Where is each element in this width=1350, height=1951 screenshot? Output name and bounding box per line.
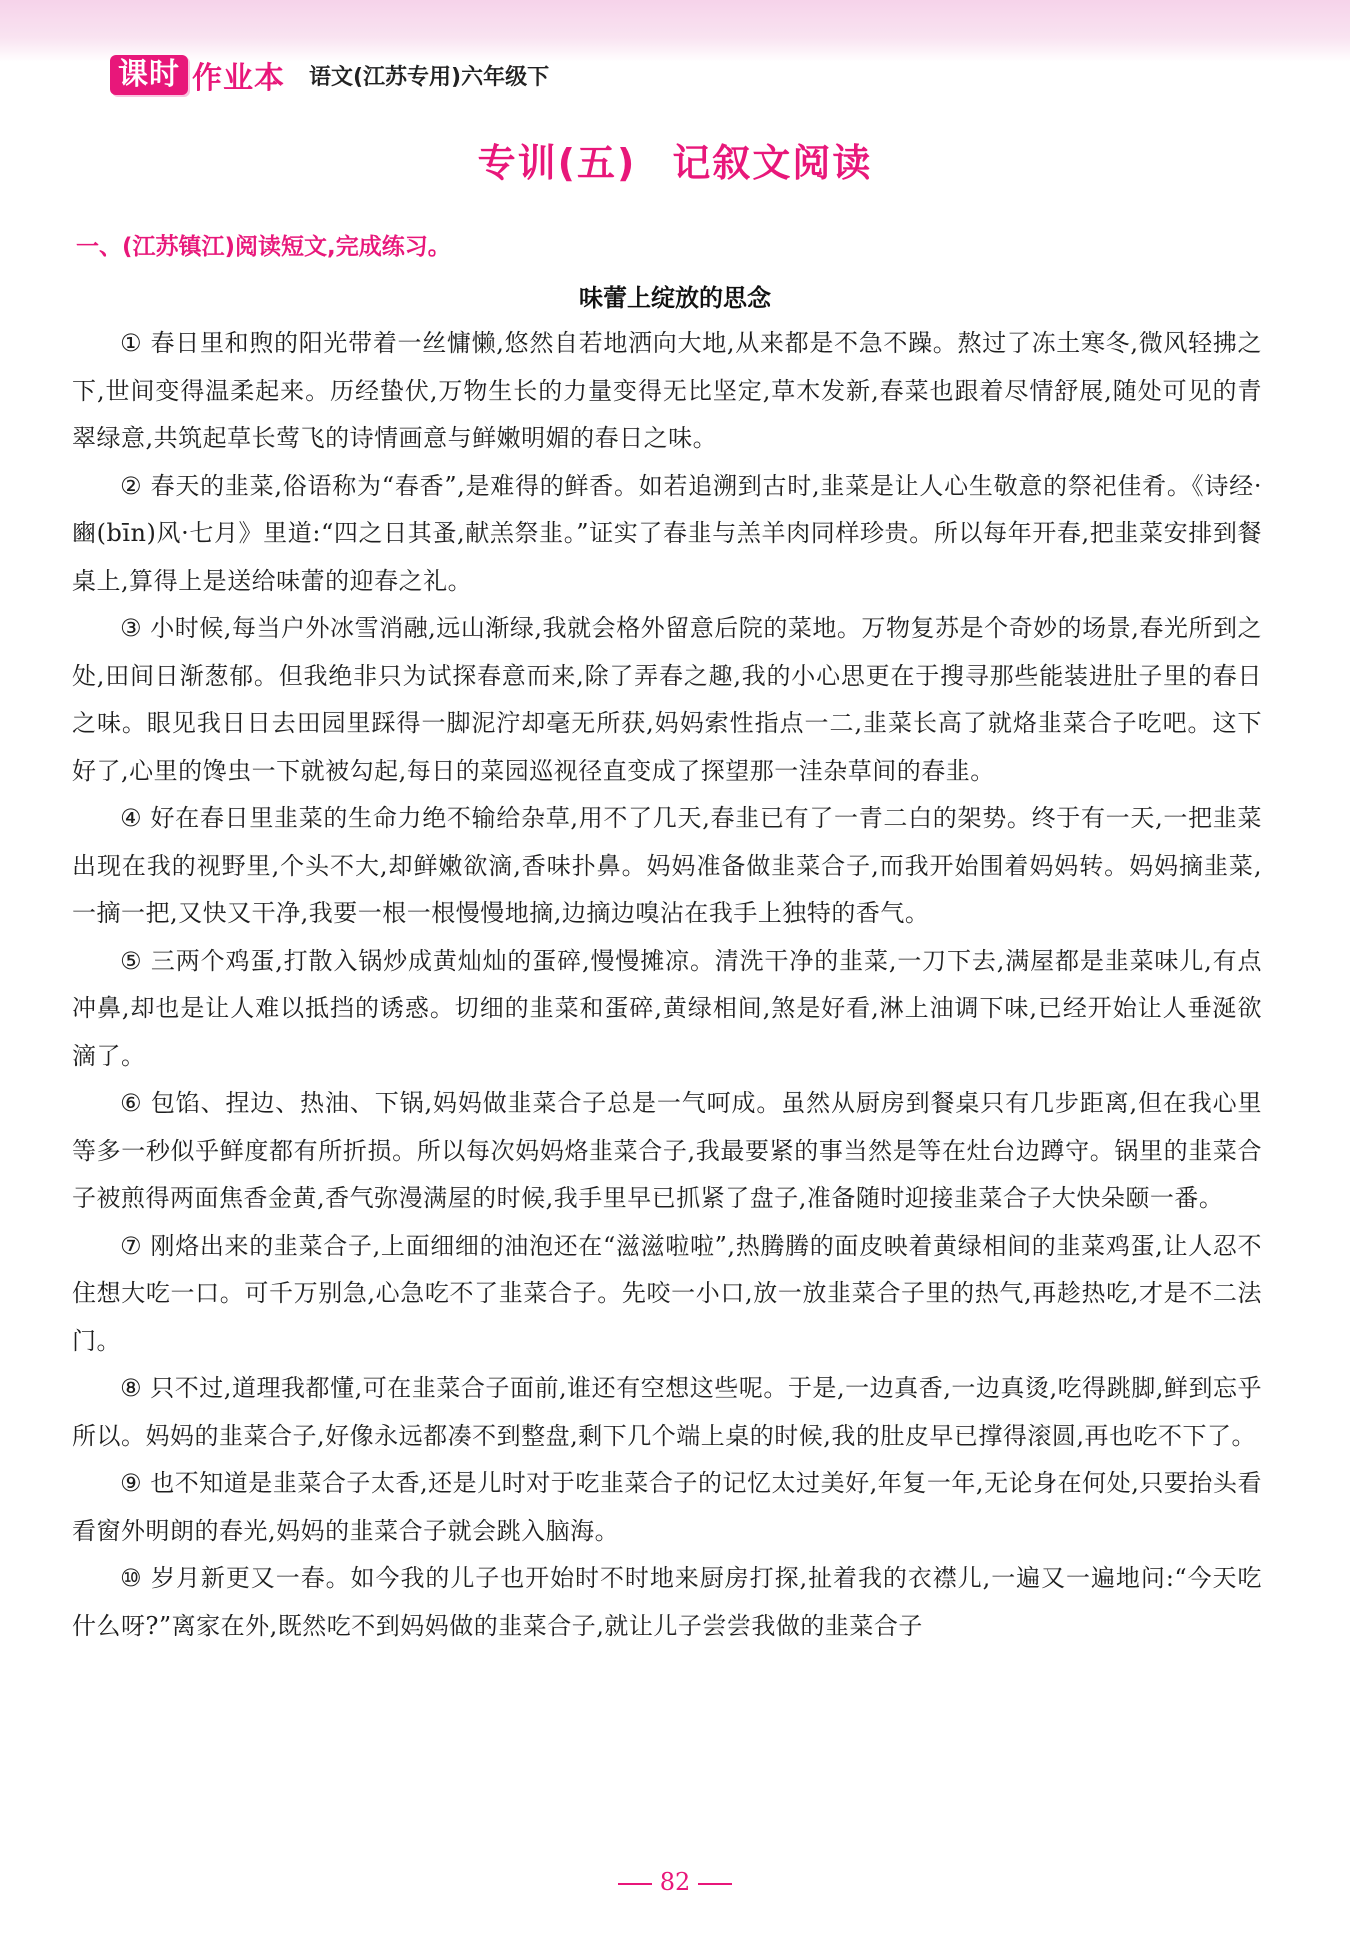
paragraph-number: ④ [120,804,143,832]
paragraph-text: 好在春日里韭菜的生命力绝不输给杂草,用不了几天,春韭已有了一青二白的架势。终于有一天,一把韭菜出现在我的视野里,个头不大,却鲜嫩欲滴,香味扑鼻。妈妈准备做韭菜合子,而我开始围着妈妈转。妈妈摘韭菜,一摘一把,又快又干净,我要一根一根慢慢地摘,边摘边嗅沾在我手上独特的香气。 [72,804,1262,927]
page-number-dash-left [618,1883,652,1885]
paragraph-number: ⑨ [120,1469,143,1497]
paragraph [72,1080,1262,1223]
paragraph-text: 也不知道是韭菜合子太香,还是儿时对于吃韭菜合子的记忆太过美好,年复一年,无论身在何处,只要抬头看看窗外明朗的春光,妈妈的韭菜合子就会跳入脑海。 [72,1469,1262,1545]
page-number-dash-right [698,1883,732,1885]
paragraph [72,1460,1262,1555]
paragraph-number: ⑥ [120,1089,143,1117]
paragraph [72,795,1262,938]
page-number-value: 82 [659,1868,691,1896]
paragraph [72,605,1262,795]
paragraph-text: 只不过,道理我都懂,可在韭菜合子面前,谁还有空想这些呢。于是,一边真香,一边真烫,吃得跳脚,鲜到忘乎所以。妈妈的韭菜合子,好像永远都凑不到整盘,剩下几个端上桌的时候,我的肚皮早已撑得滚圆,再也吃不下了。 [72,1374,1262,1450]
page-title-part2: 记叙文阅读 [672,141,873,185]
page-header [110,52,549,98]
paragraph-number: ⑦ [120,1231,143,1260]
paragraph-text: 包馅、捏边、热油、下锅,妈妈做韭菜合子总是一气呵成。虽然从厨房到餐桌只有几步距离,但在我心里等多一秒似乎鲜度都有所折损。所以每次妈妈烙韭菜合子,我最要紧的事当然是等在灶台边蹲守。锅里的韭菜合子被煎得两面焦香金黄,香气弥漫满屋的时候,我手里早已抓紧了盘子,准备随时迎接韭菜合子大快朵颐一番。 [72,1089,1262,1212]
paragraph-number: ② [120,471,143,500]
paragraph-number: ⑤ [120,946,143,975]
paragraph-number: ① [120,329,143,357]
paragraph [72,1555,1262,1650]
paragraph-number: ③ [120,614,143,642]
paragraph-text: 刚烙出来的韭菜合子,上面细细的油泡还在“滋滋啦啦”,热腾腾的面皮映着黄绿相间的韭菜鸡蛋,让人忍不住想大吃一口。可千万别急,心急吃不了韭菜合子。先咬一小口,放一放韭菜合子里的热气,再趁热吃,才是不二法门。 [72,1231,1262,1355]
page-title [0,132,1350,187]
paragraph-text: 小时候,每当户外冰雪消融,远山渐绿,我就会格外留意后院的菜地。万物复苏是个奇妙的场景,春光所到之处,田间日渐葱郁。但我绝非只为试探春意而来,除了弄春之趣,我的小心思更在于搜寻那些能装进肚子里的春日之味。眼见我日日去田园里踩得一脚泥泞却毫无所获,妈妈索性指点一二,韭菜长高了就烙韭菜合子吃吧。这下好了,心里的馋虫一下就被勾起,每日的菜园巡视径直变成了探望那一洼杂草间的春韭。 [72,614,1262,785]
page-title-part1: 专训(五) [477,141,637,185]
book-info: 语文(江苏专用)六年级下 [309,64,550,90]
paragraph-number: ⑧ [120,1374,143,1402]
page-number [0,1868,1350,1896]
paragraph-text: 春日里和煦的阳光带着一丝慵懒,悠然自若地洒向大地,从来都是不急不躁。熬过了冻土寒冬,微风轻拂之下,世间变得温柔起来。历经蛰伏,万物生长的力量变得无比坚定,草木发新,春菜也跟着尽情舒展,随处可见的青翠绿意,共筑起草长莺飞的诗情画意与鲜嫩明媚的春日之味。 [72,329,1262,452]
paragraph [72,463,1262,606]
brand-badge: 课时 [110,55,188,95]
paragraph-text: 三两个鸡蛋,打散入锅炒成黄灿灿的蛋碎,慢慢摊凉。清洗干净的韭菜,一刀下去,满屋都是韭菜味儿,有点冲鼻,却也是让人难以抵挡的诱惑。切细的韭菜和蛋碎,黄绿相间,煞是好看,淋上油调下味,已经开始让人垂涎欲滴了。 [72,946,1262,1070]
paragraph [72,320,1262,463]
paragraph-text: 岁月新更又一春。如今我的儿子也开始时不时地来厨房打探,扯着我的衣襟儿,一遍又一遍地问:“今天吃什么呀?”离家在外,既然吃不到妈妈做的韭菜合子,就让儿子尝尝我做的韭菜合子 [72,1564,1262,1640]
article-title: 味蕾上绽放的思念 [579,284,771,312]
brand-text: 作业本 [192,61,285,96]
paragraph [72,938,1262,1081]
section-heading: 一、(江苏镇江)阅读短文,完成练习。 [76,234,451,260]
paragraph [72,1365,1262,1460]
article-body [72,320,1262,1650]
paragraph-number: ⑩ [120,1564,143,1592]
paragraph [72,1223,1262,1366]
paragraph-text: 春天的韭菜,俗语称为“春香”,是难得的鲜香。如若追溯到古时,韭菜是让人心生敬意的祭祀佳肴。《诗经·豳(bīn)风·七月》里道:“四之日其蚤,献羔祭韭。”证实了春韭与羔羊肉同样珍贵。所以每年开春,把韭菜安排到餐桌上,算得上是送给味蕾的迎春之礼。 [72,471,1263,595]
